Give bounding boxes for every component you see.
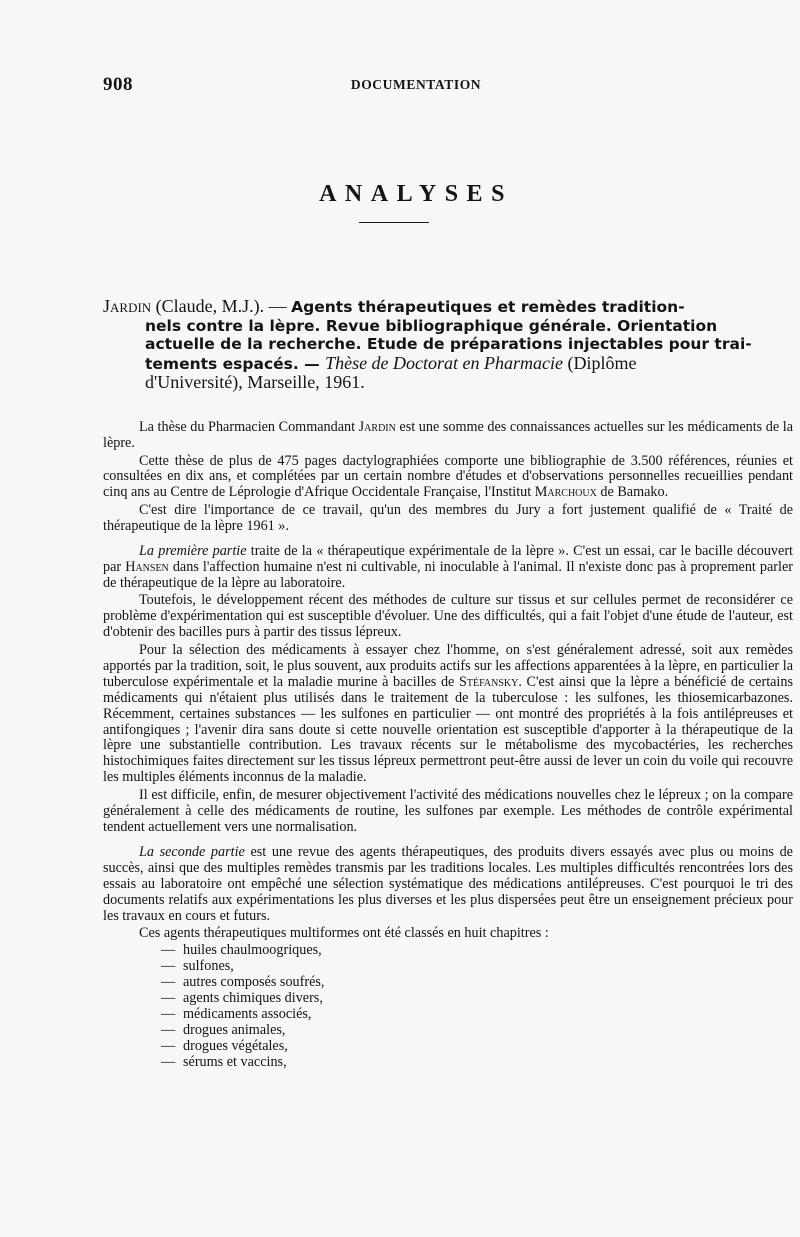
paragraph-2 — [103, 454, 793, 502]
text-run: Pour la sélection des médicaments à essayer chez l'homme, on s'est généralement adressé, soit aux remèdes apportés par la tradition, soit, le plus souvent, aux produits actifs sur les affections apparentées à la lèpre, en particulier la tuberculose expérimentale et la maladie murine à bacilles de — [103, 641, 793, 690]
paragraph-9: Ces agents thérapeutiques multiformes ont été classés en huit chapitres : — [139, 925, 549, 942]
chapter-label: médicaments associés, — [183, 1006, 312, 1023]
list-dash: — — [161, 958, 176, 975]
entry-line-2: nels contre la lèpre. Revue bibliographique générale. Orientation — [145, 316, 718, 335]
chapter-label: autres composés soufrés, — [183, 974, 325, 991]
text-run: . C'est ainsi que la lèpre a bénéficié de certains médicaments qui n'étaient plus utilisés dans le traitement de la tuberculose : les sulfones, les thiosemicarbazones. Récemment, certaines substances — les sulfones en particulier — ont montré des propriétés à la fois antilépreuses et antifongiques ; l'avenir dira sans doute si cette nouvelle orientation est susceptible d'apporter à la thérapeutique de la lèpre une substantielle contribution. Les travaux récents sur le métabolisme des mycobactéries, les recherches histochimiques faites directement sur les tissus lépreux permettront peut-être aussi de lever un coin du voile qui recouvre les multiples éléments inconnus de la maladie. — [103, 673, 793, 786]
list-item — [161, 958, 793, 974]
list-dash: — — [161, 1038, 176, 1055]
entry-line-1 — [103, 297, 793, 317]
entry-line-3: actuelle de la recherche. Etude de préparations injectables pour trai- — [145, 335, 752, 353]
thesis-diploma: (Diplôme — [563, 352, 637, 373]
list-item — [161, 1006, 793, 1022]
chapter-label: sulfones, — [183, 958, 234, 975]
paragraph-3: C'est dire l'importance de ce travail, qu'un des membres du Jury a fort justement qualifié de « Traité de thérapeutique de la lèpre 1961 ». — [103, 501, 793, 534]
text-run: Cette thèse de plus de 475 pages dactylographiées comporte une bibliographie de 3.500 références, réunies et consultées en dix ans, et complétées par un certain nombre d'études et d'observations personnelles recueillies pendant cinq ans au Centre de Léprologie d'Afrique Occidentale Française, l'Institut — [103, 452, 793, 501]
text-run: La thèse du Pharmacien Commandant — [139, 419, 359, 435]
text-run: dans l'affection humaine n'est ni cultivable, ni inoculable à l'animal. Il n'existe donc pas à proprement parler de thérapeutique de la lèpre au laboratoire. — [103, 558, 793, 591]
part-heading: La seconde partie — [139, 843, 245, 860]
scientist-name: Stéfansky — [458, 673, 519, 690]
paragraph-4 — [103, 544, 793, 592]
author-name: Jardin — [358, 419, 396, 435]
entry-source: d'Université), Marseille, 1961. — [145, 372, 365, 392]
page-number: 908 — [103, 74, 133, 95]
institute-name: Marchoux — [534, 484, 597, 501]
chapter-label: drogues végétales, — [183, 1038, 288, 1055]
list-dash: — — [161, 1054, 176, 1071]
author-surname: Jardin — [103, 296, 152, 316]
list-dash: — — [161, 942, 176, 959]
chapter-list — [103, 942, 793, 1070]
list-item — [161, 1038, 793, 1054]
list-item — [161, 942, 793, 958]
list-dash: — — [161, 1022, 176, 1039]
text-run: est une revue des agents thérapeutiques, des produits divers essayés avec plus ou moins de succès, ainsi que des multiples remèdes transmis par les traditions locales. Les multiples difficultés rencontrées lors des essais au laboratoire ont empêché une sélection systématique des médications antilépreuses. C'est pourquoi le tri des documents relatifs aux expérimentations les plus diverses et les plus dispersées peut être un enseignement précieux pour les travaux en cours et futurs. — [103, 843, 793, 924]
chapter-label: agents chimiques divers, — [183, 990, 323, 1007]
paragraph-1 — [103, 420, 793, 452]
list-dash: — — [161, 990, 176, 1007]
paragraph-6 — [103, 643, 793, 787]
list-item — [161, 974, 793, 990]
list-item — [161, 990, 793, 1006]
entry-line-4 — [103, 354, 793, 374]
list-item — [161, 1054, 793, 1070]
title-rule — [359, 222, 429, 223]
part-heading: La première partie — [139, 542, 247, 559]
text-run: de Bamako. — [596, 484, 669, 501]
thesis-type: Thèse de Doctorat en Pharmacie — [325, 352, 564, 373]
text-run: traite de la « thérapeutique expérimentale de la lèpre ». C'est un essai, car le bacille découvert par — [103, 542, 793, 575]
paragraph-8 — [103, 845, 793, 925]
entry-dash: — — [298, 354, 326, 373]
paragraph-5: Toutefois, le développement récent des méthodes de culture sur tissus et sur cellules permet de reconsidérer ce problème d'expérimentation qui est susceptible d'évoluer. Une des difficultés, qui a fait l'objet d'une étude de l'auteur, est d'obtenir des bacilles purs à partir des tissus lépreux. — [103, 592, 793, 641]
list-item — [161, 1022, 793, 1038]
running-head: DOCUMENTATION — [350, 77, 482, 92]
list-dash: — — [161, 974, 176, 991]
chapter-label: sérums et vaccins, — [183, 1054, 287, 1071]
paragraph-7: Il est difficile, enfin, de mesurer objectivement l'activité des médications nouvelles chez le lépreux ; on la compare généralement à celle des médicaments de routine, les sulfones par exemple. Les méthodes de contrôle expérimental tendent actuellement vers une normalisation. — [103, 786, 793, 835]
work-title-part-1: Agents thérapeutiques et remèdes tradition- — [291, 298, 685, 316]
author-details: (Claude, M.J.). — — [151, 296, 292, 316]
chapter-label: huiles chaulmoogriques, — [183, 942, 322, 959]
analysis-body — [103, 420, 793, 1070]
list-dash: — — [161, 1006, 176, 1023]
text-run: est une somme des connaissances actuelles sur les médicaments de la lèpre. — [103, 419, 794, 451]
section-title: ANALYSES — [319, 181, 513, 207]
chapter-label: drogues animales, — [183, 1022, 286, 1039]
scientist-name: Hansen — [125, 558, 169, 575]
work-title-part-4: tements espacés. — [145, 354, 299, 373]
bibliographic-entry — [103, 297, 793, 392]
